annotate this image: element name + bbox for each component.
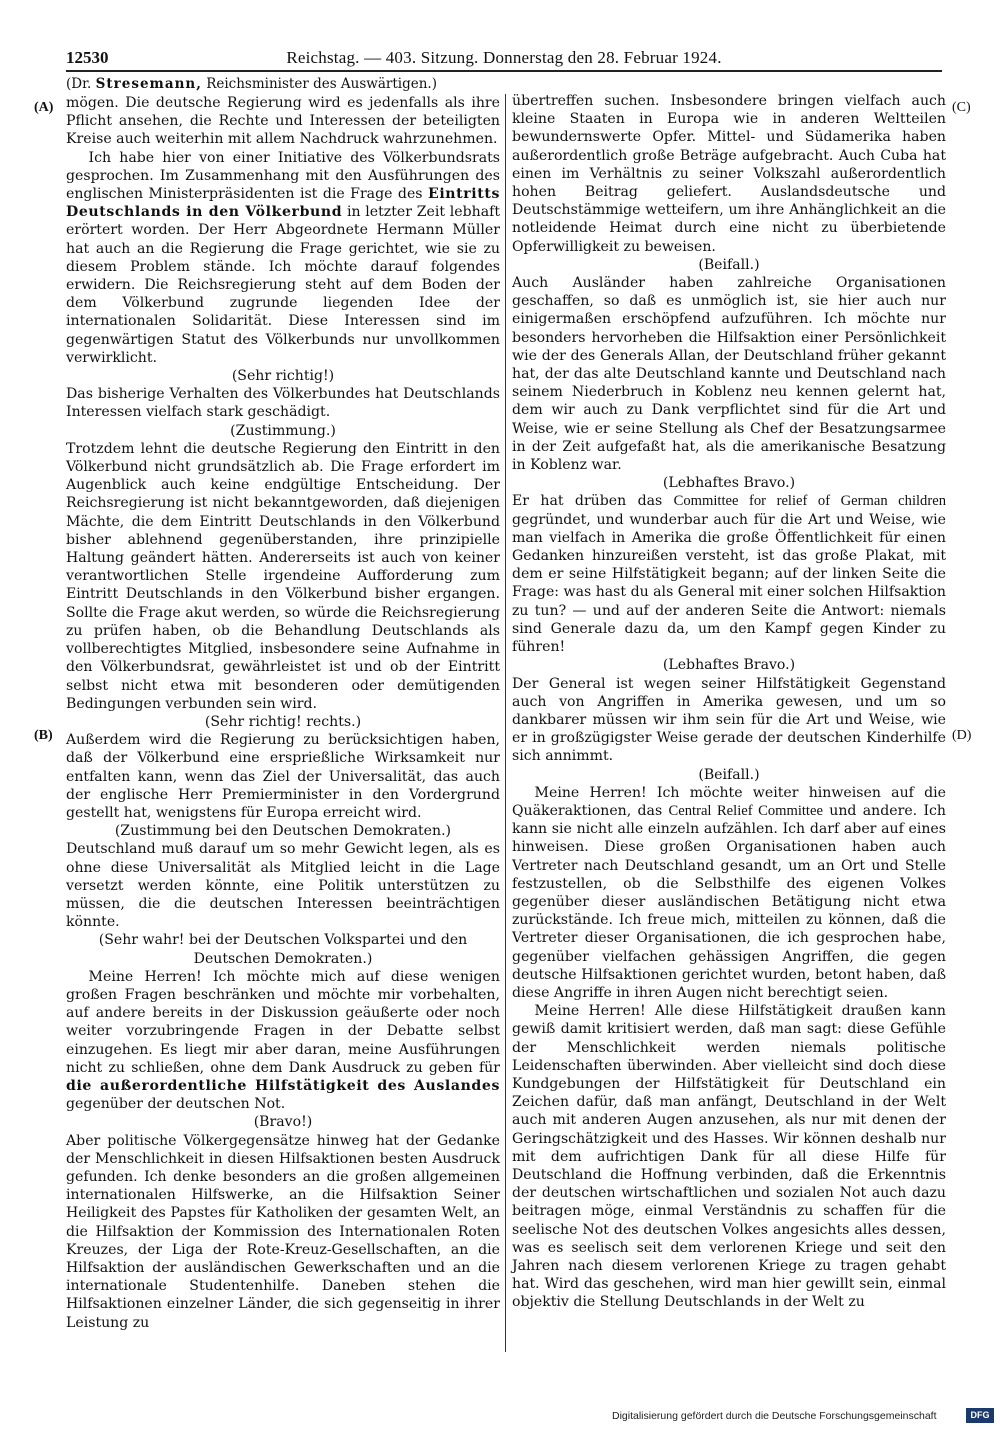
paragraph-quaeker	[512, 784, 946, 1002]
reaction: (Beifall.)	[698, 256, 760, 273]
paragraph-hilfstaetigkeit	[66, 968, 500, 1114]
paragraph: Deutschland muß darauf um so mehr Gewicht legen, als es ohne diese Universalität als Mitglied leicht in die Lage versetzt werden könnte, eine Politik unterstützen zu müssen, die die deutschen Interessen beeinträchtigen könnte.	[66, 841, 500, 931]
reaction: (Lebhaftes Bravo.)	[662, 475, 796, 492]
text-run: in letzter Zeit lebhaft erörtert worden. Der Herr Abgeordnete Hermann Müller hat auch an die Regierung die Frage gerichtet, wie sie zu diesem Problem stände. Ich möchte darauf folgendes erwidern. Die Reichsregierung steht auf dem Boden der dem Völkerbund zugrunde liegenden Idee der internationalen Solidarität. Diese Interessen sind im gegenwärtigen Statut des Völkerbunds nur unvollkommen verwirklicht.	[66, 204, 500, 366]
text-run: gegründet, und wunderbar auch für die Art und Weise, wie man vielfach in Amerika die große Öffentlichkeit für einen Gedanken hinzureißen versteht, ist das große Plakat, mit dem er seine Hilfstätigkeit begann; auf der linken Seite die Frage: was hast du als General mit einer solchen Hilfsaktion zu tun? — und auf der anderen Seite die Antwort: niemals sind Generale dazu da, um den Kampf gegen Kinder zu führen!	[512, 511, 946, 656]
text-run: Meine Herren! Ich möchte weiter hinweisen auf die Quäkeraktionen, das	[512, 784, 946, 819]
paragraph: Auch Ausländer haben zahlreiche Organisationen geschaffen, so daß es unmöglich ist, sie hier auch nur einigermaßen erschöpfend aufzuführen. Ich möchte nur besonders hervorheben die Hilfsaktion einer Persönlichkeit wie der des Generals Allan, der Deutschland früher gekannt hat, der das alte Deutschland kannte und Deutschland nach seinem Niederbruch in Koblenz neu kennen gelernt hat, dem wir auch zu Dank verpflichtet sind für die Art und Weise, wie er seine Stellung als Chef der Besatzungsarmee in der Zeit aufgefaßt hat, als die amerikanische Besatzung in Koblenz war.	[512, 275, 946, 474]
emphasis: Eintritts Deutschlands in den Völkerbund	[66, 186, 500, 221]
paragraph: Meine Herren! Alle diese Hilfstätigkeit draußen kann gewiß damit kritisiert werden, daß man sagt: diese Gefühle der Menschlichkeit werden niemals politische Leidenschaften überwinden. Aber vielleicht sind doch diese Kundgebungen der Hilfstätigkeit für Deutschland ein Zeichen dafür, daß man anfängt, Deutschland in der Welt auch mit anderen Augen anzusehen, als nur mit denen der Geringschätzigkeit und des Hasses. Wir können deshalb nur mit dem aufrichtigen Dank für all diese Hilfe für Deutschland die Hoffnung verbinden, daß die Erkenntnis der deutschen wirtschaftlichen und sozialen Not auch dazu beitragen möge, einmal Verständnis zu schaffen für die seelische Not des deutschen Volkes angesichts alles dessen, was es seelisch seit dem verlorenen Kriege und seit den Jahren nach diesem verlorenen Kriege zu tragen gehabt hat. Wird das geschehen, wird man hier gewillt sein, einmal objektiv die Stellung Deutschlands in der Welt zu	[512, 1003, 946, 1311]
text-run: Ich habe hier von einer Initiative des Völkerbundsrats gesprochen. Im Zusammenhang mit den Ausführungen des englischen Ministerpräsidenten ist die Frage des	[66, 149, 500, 203]
paragraph: Aber politische Völkergegensätze hinweg hat der Gedanke der Menschlichkeit in diesen Hilfsaktionen besten Ausdruck gefunden. Ich denke besonders an die großen allgemeinen internationalen Hilfswerke, an die Hilfsaktion Seiner Heiligkeit des Papstes für Katholiken der gesamten Welt, an die Hilfsaktion der Kommission des Internationalen Roten Kreuzes, der Liga der Rote-Kreuz-Gesellschaften, an die Hilfsaktion der ausländischen Gewerkschaften und an die internationale Studentenhilfe. Daneben stehen die Hilfsaktionen einzelner Länder, die sich gegenseitig in ihrer Leistung zu	[66, 1132, 500, 1331]
reaction: (Sehr richtig!)	[231, 368, 335, 385]
paragraph: Das bisherige Verhalten des Völkerbundes hat Deutschlands Interessen vielfach stark geschädigt.	[66, 386, 500, 421]
paragraph: übertreffen suchen. Insbesondere bringen vielfach auch kleine Staaten in Europa wie in anderen Weltteilen bewundernswerte Opfer. Mittel- und Südamerika haben außerordentlich große Beträge aufgebracht. Auch Cuba hat einen im Verhältnis zu seiner Volkszahl außerordentlich hohen Beitrag geliefert. Auslandsdeutsche und Deutschstämmige wetteifern, um ihre Anhänglichkeit an die notleidende Heimat durch eine nicht zu überbietende Opferwilligkeit zu beweisen.	[512, 93, 946, 255]
latin-text: Central Relief Committee	[668, 802, 823, 819]
margin-mark-b: (B)	[34, 728, 53, 743]
text-run: Meine Herren! Ich möchte mich auf diese wenigen großen Fragen beschränken und möchte mir vorbehalten, auf andere bereits in der Diskussion geäußerte oder noch weiter vorzubringende Fragen in der Debatte selbst einzugehen. Es liegt mir aber daran, meine Ausführungen nicht zu schließen, ohne dem Dank Ausdruck zu geben für	[66, 968, 500, 1076]
text-run: und andere. Ich kann sie nicht alle einzeln aufzählen. Ich darf aber auf eines hinweisen. Diese großen Organisationen haben auch Vertreter nach Deutschland gesandt, um an Ort und Stelle festzustellen, ob die Selbsthilfe des eigenen Volkes gegenüber dieser ausländischen Betätigung nicht etwa zurückstände. Ich freue mich, mitteilen zu können, daß die Vertreter dieser Organisationen, die ich gesprochen habe, gegenüber vielfachen gehässigen Angriffen, die gegen deutsche Hilfsaktionen gerichtet wurden, betont haben, daß diese Angriffe in ihren Augen nicht berechtigt seien.	[512, 802, 947, 1001]
speaker-note	[66, 76, 437, 92]
paragraph: mögen. Die deutsche Regierung wird es jedenfalls als ihre Pflicht ansehen, die Rechte und Interessen der beteiligten Kreise auch weiterhin mit allem Nachdruck wahrzunehmen.	[66, 95, 500, 148]
column-divider	[505, 94, 506, 1352]
page-number: 12530	[66, 48, 109, 67]
paragraph-committee	[512, 492, 946, 656]
reaction: (Bravo!)	[253, 1114, 313, 1131]
speaker-role: Reichsminister des Auswärtigen.)	[201, 76, 437, 92]
margin-mark-a: (A)	[34, 100, 54, 115]
paragraph-voelkerbund	[66, 149, 500, 367]
margin-mark-d: (D)	[952, 728, 972, 743]
reaction: (Sehr wahr! bei der Deutschen Volkspartei und den Deutschen Demokraten.)	[98, 932, 468, 967]
text-run: Er hat drüben das	[512, 493, 674, 510]
page-header	[66, 48, 942, 72]
paragraph: Der General ist wegen seiner Hilfstätigkeit Gegenstand auch von Angriffen in Amerika gewesen, und um so dankbarer müssen wir ihm sein für die Art und Weise, wie er in großzügigster Weise gerade der deutschen Kinderhilfe sich annimmt.	[512, 675, 946, 765]
latin-text: Committee for relief of German children	[673, 493, 946, 510]
reaction: (Lebhaftes Bravo.)	[662, 657, 796, 674]
dfg-logo-icon: DFG	[966, 1408, 994, 1423]
paragraph: Trotzdem lehnt die deutsche Regierung den Eintritt in den Völkerbund nicht grundsätzlich ab. Die Frage erfordert im Augenblick auch keine endgültige Entscheidung. Der Reichsregierung ist nicht bekanntgeworden, daß diejenigen Mächte, die dem Eintritt Deutschlands in den Völkerbund bisher ablehnend gegenüberstanden, ihre prinzipielle Haltung geändert hätten. Andererseits ist auch von keiner verantwortlichen Stelle irgendeine Aufforderung zum Eintritt Deutschlands in den Völkerbund bisher ergangen. Sollte die Frage akut werden, so würde die Reichsregierung zu prüfen haben, ob die Behandlung Deutschlands als vollberechtigtes Mitglied, insbesondere seine Aufnahme in den Völkerbundsrat, gewährleistet ist und ob der Eintritt selbst nicht etwa mit besonderen oder demütigenden Bedingungen verbunden sein wird.	[66, 440, 500, 712]
right-column	[512, 92, 946, 1312]
speaker-name: Stresemann,	[95, 76, 202, 92]
header-title: Reichstag. — 403. Sitzung. Donnerstag den 28. Februar 1924.	[286, 48, 722, 67]
paragraph: Außerdem wird die Regierung zu berücksichtigen haben, daß der Völkerbund eine ersprießliche Wirksamkeit nur entfalten kann, wenn das Ziel der Universalität, das auch der englische Herr Premierminister in den Vordergrund gestellt hat, wenigstens für Europa erreicht wird.	[66, 732, 500, 821]
footer-credit: Digitalisierung gefördert durch die Deutsche Forschungsgemeinschaft	[612, 1410, 937, 1422]
text-run: gegenüber der deutschen Not.	[66, 1096, 286, 1113]
reaction: (Beifall.)	[698, 766, 760, 783]
reaction: (Zustimmung bei den Deutschen Demokraten.)	[114, 823, 452, 840]
emphasis: die außerordentliche Hilfstätigkeit des Auslandes	[66, 1077, 500, 1094]
left-column	[66, 94, 500, 1332]
speaker-note-open: (Dr.	[66, 76, 96, 92]
reaction: (Zustimmung.)	[230, 422, 336, 439]
margin-mark-c: (C)	[952, 100, 971, 115]
reaction: (Sehr richtig! rechts.)	[204, 713, 362, 730]
